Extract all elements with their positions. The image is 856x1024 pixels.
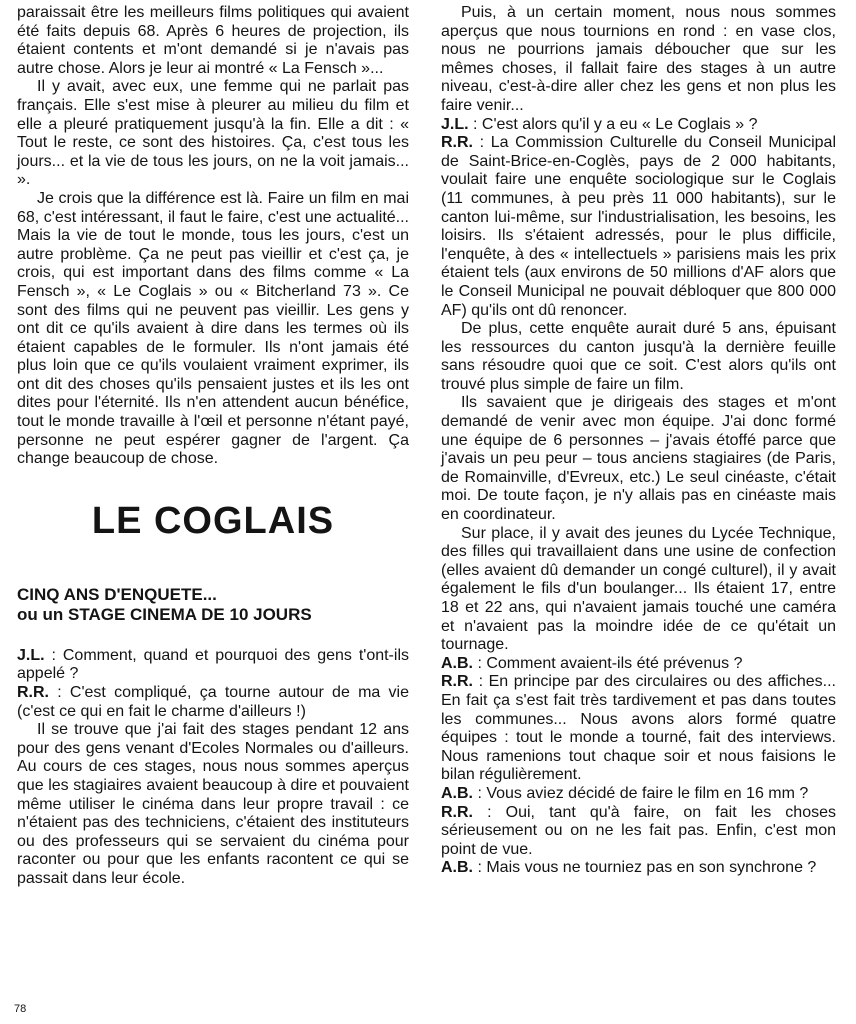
section-subtitle (17, 585, 409, 625)
speaker-label: J.L. (441, 115, 469, 133)
middle-paragraph-3: Sur place, il y avait des jeunes du Lycée Technique, des filles qui travaillaient dans une usine de confection (elles avaient dû demander un congé culturel), il y avait également le fils d'un boulanger... Ils étaient 17, entre 18 et 22 ans, qui n'avaient jamais touché une caméra et n'avaient pas la moindre idée de ce qu'était un tournage. (441, 524, 836, 654)
dialogue-entry (441, 116, 836, 135)
left-column (17, 4, 409, 889)
dialogue-text: : En principe par des circulaires ou des affiches... En fait ça s'est fait très tardivement et pas dans toutes les communes... Nous avons alors formé quatre équipes : tout le monde a tourné, fait des interviews. Nous ramenions tout chaque soir et nous faisions le bilan régulièrement. (441, 673, 836, 784)
dialogue-text: : Comment avaient-ils été prévenus ? (473, 654, 743, 672)
dialogue-entry (17, 647, 409, 684)
section-title: LE COGLAIS (91, 499, 335, 542)
subtitle-spacer (17, 625, 409, 647)
dialogue-entry (441, 673, 836, 785)
subtitle-line-1: CINQ ANS D'ENQUETE... (17, 584, 217, 604)
speaker-label: A.B. (441, 784, 473, 802)
speaker-label: R.R. (17, 684, 49, 702)
speaker-label: R.R. (441, 803, 473, 821)
speaker-label: R.R. (441, 134, 473, 152)
intro-paragraph-1: paraissait être les meilleurs films politiques qui avaient été faits depuis 68. Après 6 heures de projection, ils étaient contents et m'ont demandé si je n'avais pas autre chose. Alors je leur ai montré « La Fensch »... (17, 4, 409, 77)
dialogue-entry (441, 134, 836, 320)
dialogue-entry (17, 684, 409, 721)
right-column (441, 4, 836, 878)
subtitle-line-2: ou un STAGE CINEMA DE 10 JOURS (17, 604, 312, 624)
dialogue-text: : Comment, quand et pourquoi des gens t'ont-ils appelé ? (17, 646, 409, 683)
opening-paragraph: Puis, à un certain moment, nous nous sommes aperçus que nous tournions en rond : en vase clos, nous ne pourrions jamais déboucher que sur les mêmes choses, il fallait faire des stages à un autre niveau, c'est-à-dire aller chez les gens et non plus les faire venir... (441, 4, 836, 114)
dialogue-entry (441, 859, 836, 878)
middle-paragraph-2: Ils savaient que je dirigeais des stages et m'ont demandé de venir avec mon équipe. J'ai donc formé une équipe de 6 personnes – j'avais étoffé parce que j'avais un peu peur – tous anciens stagiaires (de Paris, de Romainville, d'Evreux, etc.) Le seul cinéaste, c'était moi. De toute façon, je n'y allais pas en cinéaste mais en coordinateur. (441, 394, 836, 524)
closing-paragraph: Il se trouve que j'ai fait des stages pendant 12 ans pour des gens venant d'Ecoles Normales ou d'ailleurs. Au cours de ces stages, nous nous sommes aperçus que les stagiaires avaient beaucoup à dire et pouvaient même utiliser le cinéma dans leur propre travail : ce n'étaient pas des techniciens, c'étaient des instituteurs ou des professeurs qui se servaient du cinéma pour raconter ou pour que les enfants racontent ce qui se passait dans leur école. (17, 721, 409, 887)
page-number: 78 (14, 1003, 27, 1015)
dialogue-entry (441, 655, 836, 674)
dialogue-text: : C'est compliqué, ça tourne autour de ma vie (c'est ce qui en fait le charme d'ailleurs !) (17, 684, 409, 720)
dialogue-text: : C'est alors qu'il y a eu « Le Coglais » ? (468, 115, 758, 133)
dialogue-text: : Vous aviez décidé de faire le film en 16 mm ? (473, 784, 809, 802)
dialogue-text: : Oui, tant qu'à faire, on fait les choses sérieusement ou on ne les fait pas. Enfin, c'est mon point de vue. (441, 803, 836, 858)
speaker-label: A.B. (441, 654, 473, 672)
dialogue-entry (441, 785, 836, 804)
dialogue-text: : La Commission Culturelle du Conseil Municipal de Saint-Brice-en-Coglès, pays de 2 000 habitants, voulait faire une enquête sociologique sur le Coglais (11 communes, à peu près 11 000 habitants), sur le canton lui-même, sur l'industrialisation, les besoins, les loisirs. Ils s'étaient adressés, pour le plus difficile, l'enquête, à des « intellectuels » parisiens mais les prix étaient tels (aux environs de 50 millions d'AF alors que le Conseil Municipal ne pouvait débloquer que 800 000 AF) qu'ils ont dû renoncer. (441, 134, 836, 319)
dialogue-entry (441, 804, 836, 860)
speaker-label: J.L. (17, 646, 45, 664)
speaker-label: A.B. (441, 859, 473, 877)
dialogue-text: : Mais vous ne tourniez pas en son synchrone ? (473, 859, 817, 877)
middle-paragraph-1: De plus, cette enquête aurait duré 5 ans, épuisant les ressources du canton jusqu'à la dernière feuille sans résoudre quoi que ce soit. C'est alors qu'ils ont trouvé plus simple de faire un film. (441, 320, 836, 393)
intro-paragraph-2: Il y avait, avec eux, une femme qui ne parlait pas français. Elle s'est mise à pleurer au milieu du film et elle a pleuré pratiquement jusqu'à la fin. Elle a dit : « Tout le reste, ce sont des histoires. Ça, c'est tous les jours... et la vie de tous les jours, on ne la voit jamais... ». (17, 78, 409, 189)
intro-paragraph-3: Je crois que la différence est là. Faire un film en mai 68, c'est intéressant, il faut le faire, c'est une actualité... Mais la vie de tout le monde, tous les jours, c'est un autre problème. Ça ne peut pas vieillir et c'est ça, je crois, qui est important dans des films comme « La Fensch », « Le Coglais » ou « Bitcherland 73 ». Ce sont des films qui ne peuvent pas vieillir. Les gens y ont dit ce qu'ils avaient à dire dans les termes où ils étaient capables de le formuler. Ils n'ont jamais été plus loin que ce qu'ils voulaient vraiment exprimer, ils ont dit des choses qu'ils pensaient justes et ils les ont dites pour l'éternité. Ils n'en attendent aucun bénéfice, tout le monde travaille à l'œil et personne n'étant payé, personne ne peut espérer gagner de l'argent. Ça change beaucoup de chose. (17, 189, 409, 468)
speaker-label: R.R. (441, 673, 473, 691)
